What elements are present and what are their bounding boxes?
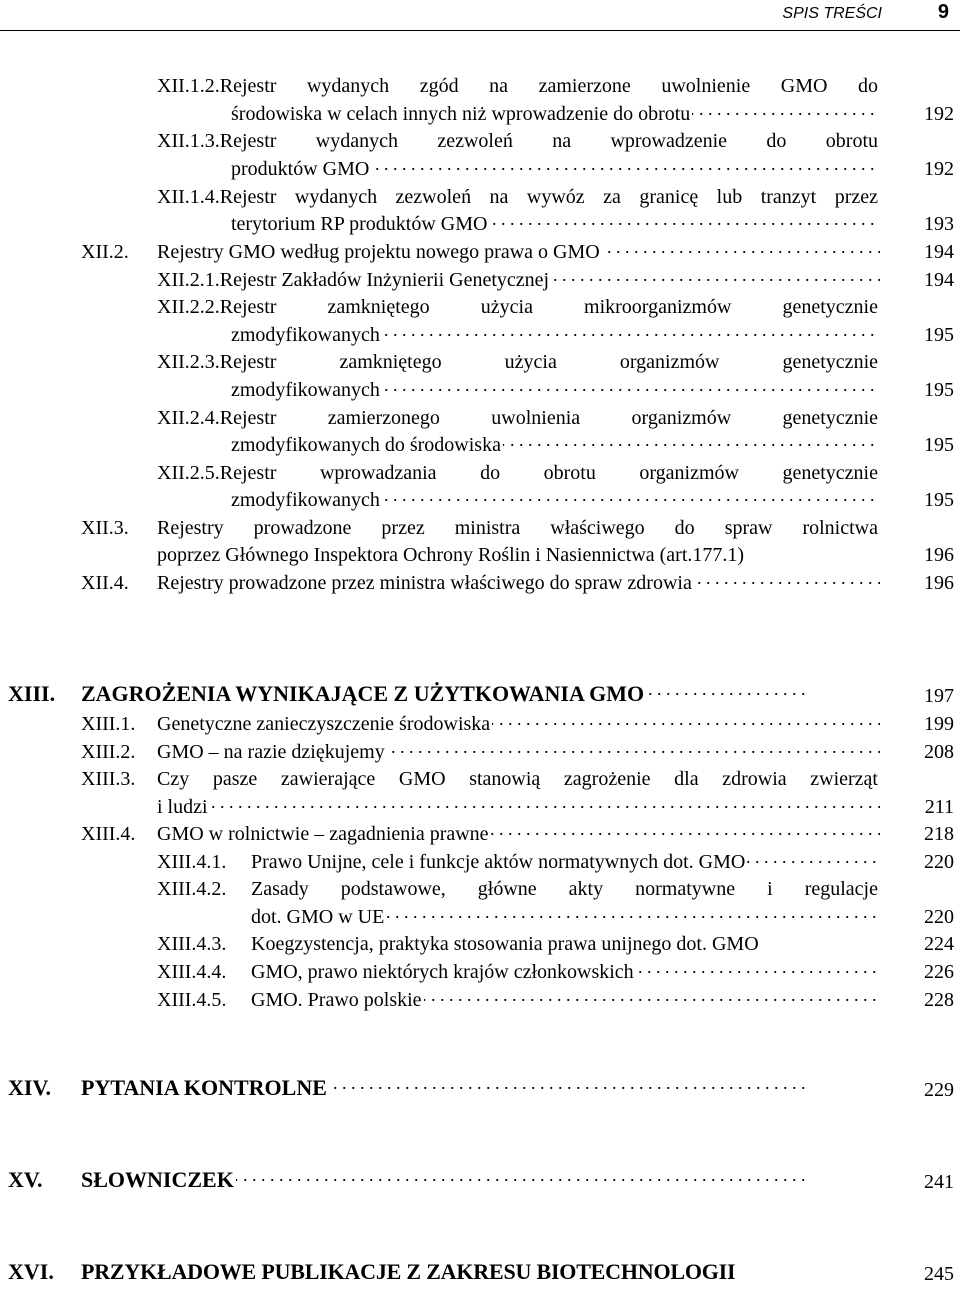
toc-entry-text[interactable]: zmodyfikowanych . . . xyxy=(231,487,880,513)
toc-page-number: 195 xyxy=(924,434,954,456)
toc-entry-text[interactable]: XII.2.2.Rejestr zamkniętego użycia mikroorganizmów genetycznie xyxy=(157,296,878,318)
toc-entry-text[interactable]: zmodyfikowanych do środowiska . . . xyxy=(231,432,880,458)
toc-entry-text[interactable]: Prawo Unijne, cele i funkcje aktów normatywnych dot. GMO . . . xyxy=(251,849,880,875)
toc-chapter-title[interactable]: SŁOWNICZEK . . . xyxy=(81,1165,880,1195)
toc-entry-number: XII.2. xyxy=(81,241,129,263)
toc-page-number: 193 xyxy=(924,213,954,235)
toc-entry-text[interactable]: GMO, prawo niektórych krajów członkowskich . . . xyxy=(251,959,880,985)
toc-page-number: 241 xyxy=(924,1171,954,1193)
toc-page-number: 220 xyxy=(924,906,954,928)
toc-entry-text[interactable]: i ludzi . . . xyxy=(157,794,880,820)
toc-page-number: 194 xyxy=(924,241,954,263)
page-number: 9 xyxy=(937,1,949,23)
toc-page-number: 196 xyxy=(924,572,954,594)
toc-entry-text[interactable]: XII.2.1.Rejestr Zakładów Inżynierii Genetycznej . . . xyxy=(157,267,880,293)
toc-page-number: 226 xyxy=(924,961,954,983)
toc-entry-text[interactable]: Rejestry GMO według projektu nowego prawa o GMO . . . xyxy=(157,239,880,265)
toc-entry-number: XII.4. xyxy=(81,572,129,594)
toc-entry-text[interactable]: zmodyfikowanych . . . xyxy=(231,322,880,348)
toc-chapter-number: XVI. xyxy=(8,1259,54,1284)
running-title: SPIS TREŚCI xyxy=(782,5,882,22)
toc-page-number: 208 xyxy=(924,741,954,763)
toc-entry-text[interactable]: produktów GMO . . . xyxy=(231,156,880,182)
toc-entry-text[interactable]: Rejestry prowadzone przez ministra właściwego do spraw rolnictwa xyxy=(157,517,878,539)
toc-chapter-number: XV. xyxy=(8,1167,43,1192)
toc-entry-text[interactable]: Rejestry prowadzone przez ministra właściwego do spraw zdrowia . . . xyxy=(157,570,880,596)
toc-entry-number: XIII.4.3. xyxy=(157,933,227,955)
toc-entry-number: XIII.4.1. xyxy=(157,851,227,873)
toc-entry-text[interactable]: Czy pasze zawierające GMO stanowią zagrożenie dla zdrowia zwierząt xyxy=(157,768,878,790)
toc-entry-text[interactable]: XII.2.4.Rejestr zamierzonego uwolnienia organizmów genetycznie xyxy=(157,407,878,429)
toc-page-number: 199 xyxy=(924,713,954,735)
toc-page-number: 218 xyxy=(924,823,954,845)
toc-entry-text[interactable]: GMO – na razie dziękujemy . . . xyxy=(157,739,880,765)
toc-page-number: 197 xyxy=(924,685,954,707)
toc-chapter-title[interactable]: ZAGROŻENIA WYNIKAJĄCE Z UŻYTKOWANIA GMO . . . xyxy=(81,679,880,709)
toc-entry-text[interactable]: Genetyczne zanieczyszczenie środowiska . . . xyxy=(157,711,880,737)
toc-entry-text[interactable]: Zasady podstawowe, główne akty normatywne i regulacje xyxy=(251,878,878,900)
toc-entry-number: XIII.1. xyxy=(81,713,136,735)
toc-page-number: 194 xyxy=(924,269,954,291)
toc-entry-text[interactable]: XII.1.2.Rejestr wydanych zgód na zamierzone uwolnienie GMO do xyxy=(157,75,878,97)
toc-chapter-number: XIII. xyxy=(8,681,56,706)
toc-entry-text[interactable]: XII.1.3.Rejestr wydanych zezwoleń na wprowadzenie do obrotu xyxy=(157,130,878,152)
toc-chapter-number: XIV. xyxy=(8,1075,52,1100)
toc-entry-number: XIII.4.4. xyxy=(157,961,227,983)
toc-page-number: 195 xyxy=(924,489,954,511)
toc-page-number: 245 xyxy=(924,1263,954,1285)
toc-entry-text[interactable]: XII.2.5.Rejestr wprowadzania do obrotu organizmów genetycznie xyxy=(157,462,878,484)
toc-entry-text[interactable]: dot. GMO w UE . . . xyxy=(251,904,880,930)
toc-entry-text[interactable]: środowiska w celach innych niż wprowadzenie do obrotu . . . xyxy=(231,101,880,127)
toc-entry-number: XIII.2. xyxy=(81,741,136,763)
toc-entry-number: XII.3. xyxy=(81,517,129,539)
toc-entry-text[interactable]: GMO. Prawo polskie . . . xyxy=(251,987,880,1013)
toc-page-number: 195 xyxy=(924,379,954,401)
toc-page-number: 195 xyxy=(924,324,954,346)
toc-page-number: 224 xyxy=(924,933,954,955)
toc-page-number: 229 xyxy=(924,1079,954,1101)
toc-page-number: 228 xyxy=(924,989,954,1011)
toc-entry-text[interactable]: XII.1.4.Rejestr wydanych zezwoleń na wywóz za granicę lub tranzyt przez xyxy=(157,186,878,208)
toc-page-number: 220 xyxy=(924,851,954,873)
toc-entry-number: XIII.3. xyxy=(81,768,136,790)
toc-entry-text[interactable]: zmodyfikowanych . . . xyxy=(231,377,880,403)
toc-chapter-title[interactable]: PRZYKŁADOWE PUBLIKACJE Z ZAKRESU BIOTECHNOLOGII xyxy=(81,1259,736,1284)
toc-page-number: 192 xyxy=(924,158,954,180)
toc-entry-text[interactable]: XII.2.3.Rejestr zamkniętego użycia organizmów genetycznie xyxy=(157,351,878,373)
toc-chapter-title[interactable]: PYTANIA KONTROLNE . . . xyxy=(81,1073,880,1103)
toc-entry-text[interactable]: Koegzystencja, praktyka stosowania prawa unijnego dot. GMO xyxy=(251,933,759,955)
toc-entry-text[interactable]: poprzez Głównego Inspektora Ochrony Roślin i Nasiennictwa (art.177.1) xyxy=(157,544,745,566)
toc-page-number: 196 xyxy=(924,544,954,566)
toc-entry-number: XIII.4.2. xyxy=(157,878,227,900)
toc-page-number: 192 xyxy=(924,103,954,125)
toc-entry-text[interactable]: terytorium RP produktów GMO . . . xyxy=(231,211,880,237)
toc-entry-text[interactable]: GMO w rolnictwie – zagadnienia prawne . . . xyxy=(157,821,880,847)
toc-entry-number: XIII.4. xyxy=(81,823,136,845)
toc-entry-number: XIII.4.5. xyxy=(157,989,227,1011)
toc-page-number: 211 xyxy=(924,796,954,818)
